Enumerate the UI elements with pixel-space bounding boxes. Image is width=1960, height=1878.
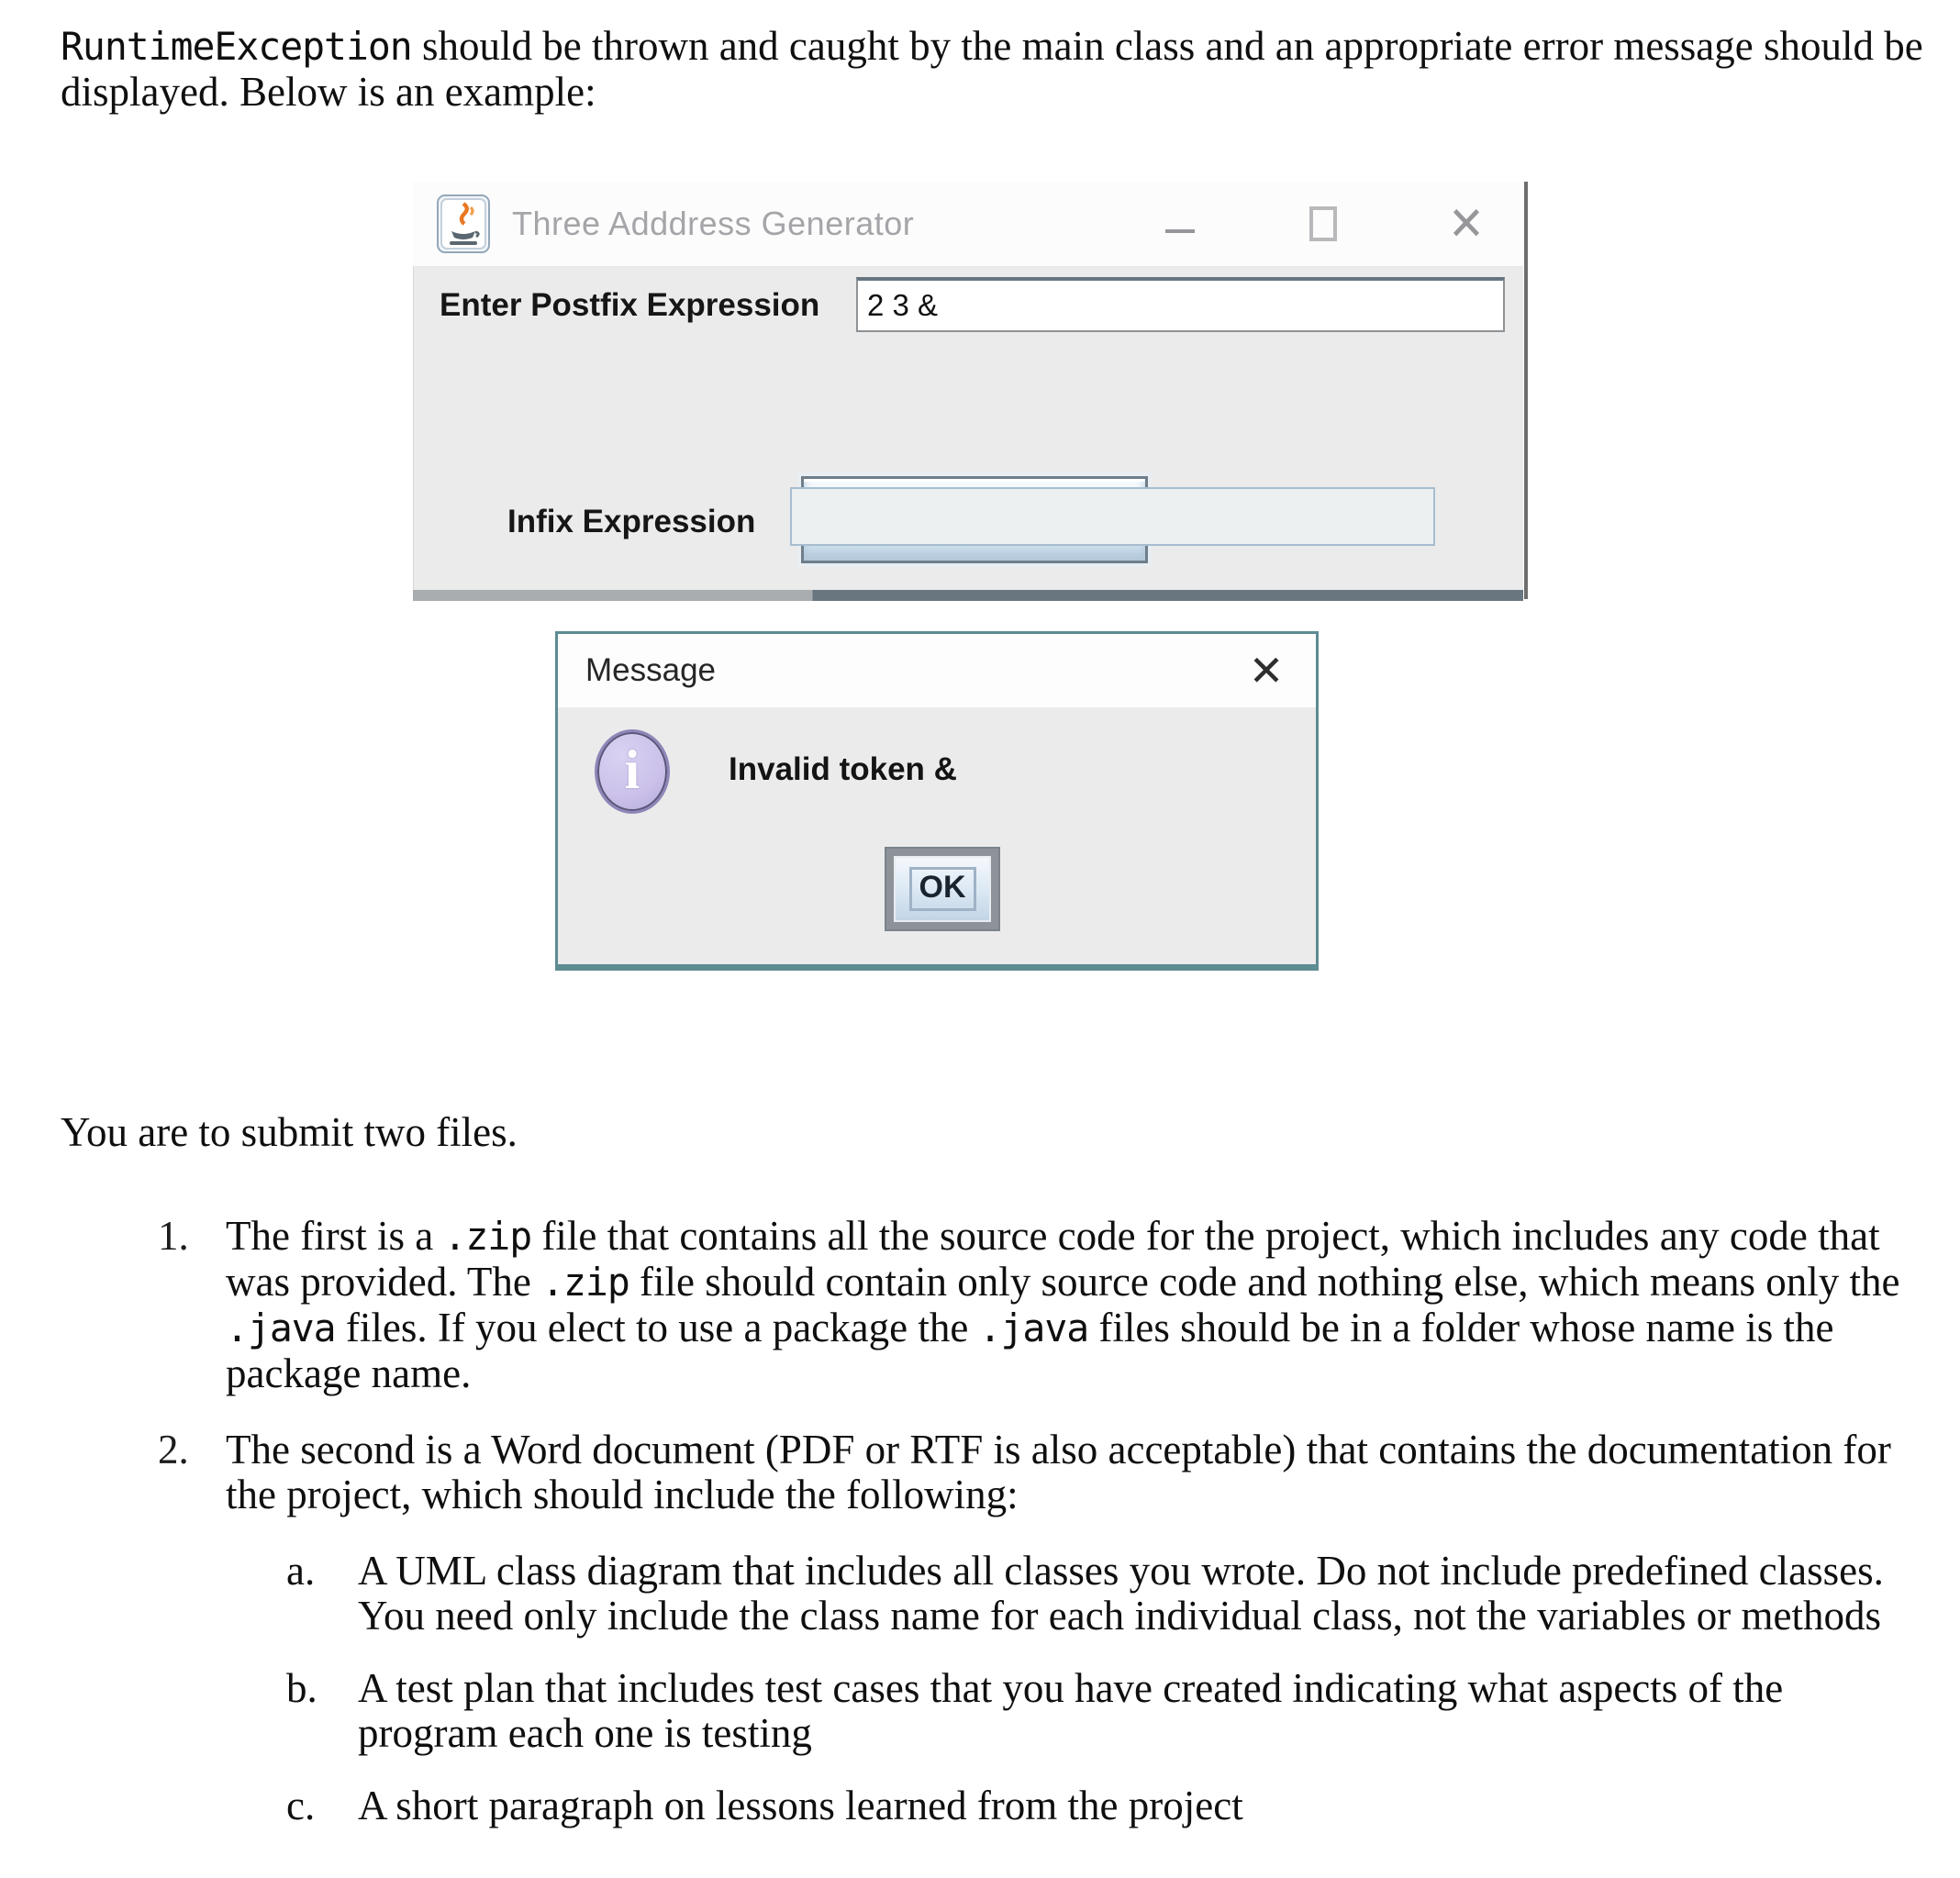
dialog-title: Message (585, 652, 717, 688)
list-item-2-number: 2. (158, 1427, 189, 1472)
minimize-icon[interactable] (1160, 196, 1200, 251)
dialog-titlebar[interactable] (558, 634, 1316, 707)
app-window-body (413, 267, 1523, 590)
ok-button-label: OK (909, 867, 976, 911)
sublist-item-c-letter: c. (286, 1783, 316, 1828)
infix-expression-label: Infix Expression (507, 504, 756, 539)
maximize-icon[interactable] (1303, 196, 1343, 251)
ok-button[interactable] (885, 847, 1000, 931)
window-right-shadow (1524, 182, 1528, 599)
app-window-titlebar[interactable] (413, 182, 1523, 267)
lettered-sublist (286, 1549, 1923, 1828)
sublist-item-a (286, 1549, 1923, 1639)
sublist-item-b (286, 1666, 1923, 1756)
submit-intro-line: You are to submit two files. (61, 1109, 518, 1155)
sublist-item-a-letter: a. (286, 1548, 316, 1594)
close-glyph: ✕ (1447, 196, 1486, 251)
postfix-expression-input[interactable] (856, 277, 1505, 332)
dialog-body (558, 707, 1316, 964)
minimize-glyph (1165, 229, 1195, 233)
sublist-item-b-letter: b. (286, 1665, 317, 1711)
list-item-2 (158, 1428, 1923, 1517)
numbered-list (158, 1214, 1923, 1828)
postfix-expression-label: Enter Postfix Expression (440, 287, 820, 323)
sublist-item-b-text: A test plan that includes test cases that you have created indicating what aspects of the program each one is testing (358, 1665, 1784, 1756)
sublist-item-c-text: A short paragraph on lessons learned from the project (358, 1783, 1243, 1828)
list-item-2-text: The second is a Word document (PDF or RTF is also acceptable) that contains the documentation for the project, which should include the following: (226, 1427, 1891, 1517)
sublist-item-a-text: A UML class diagram that includes all classes you wrote. Do not include predefined classes. You need only include the class name for each individual class, not the variables or methods (358, 1548, 1884, 1639)
submission-section (61, 1110, 1923, 1856)
info-icon-glyph: i (624, 739, 640, 800)
three-address-generator-window (413, 182, 1523, 601)
sublist-item-c (286, 1784, 1923, 1828)
dialog-close-icon[interactable]: ✕ (1248, 646, 1285, 695)
java-app-icon (437, 194, 490, 253)
app-window-title: Three Adddress Generator (512, 205, 915, 242)
list-item-1-number: 1. (158, 1213, 189, 1259)
info-icon (595, 729, 670, 814)
close-icon[interactable] (1446, 196, 1487, 251)
intro-paragraph: RuntimeException should be thrown and caught by the main class and an appropriate error message should be displayed. Below is an example: (61, 23, 1923, 115)
message-dialog (555, 631, 1319, 971)
maximize-glyph (1309, 206, 1337, 241)
list-item-1-text: The first is a .zip file that contains all the source code for the project, which includes any code that was provided. The .zip file should contain only source code and nothing else, which means only the .java files. If you elect to use a package the .java files should be in a folder whose name is the package name. (226, 1213, 1900, 1396)
window-bottom-shadow (413, 590, 1523, 601)
dialog-message: Invalid token & (729, 751, 957, 787)
window-controls (1160, 182, 1499, 266)
infix-expression-input[interactable] (790, 487, 1435, 546)
ok-button-face (894, 856, 991, 922)
list-item-1 (158, 1214, 1923, 1396)
